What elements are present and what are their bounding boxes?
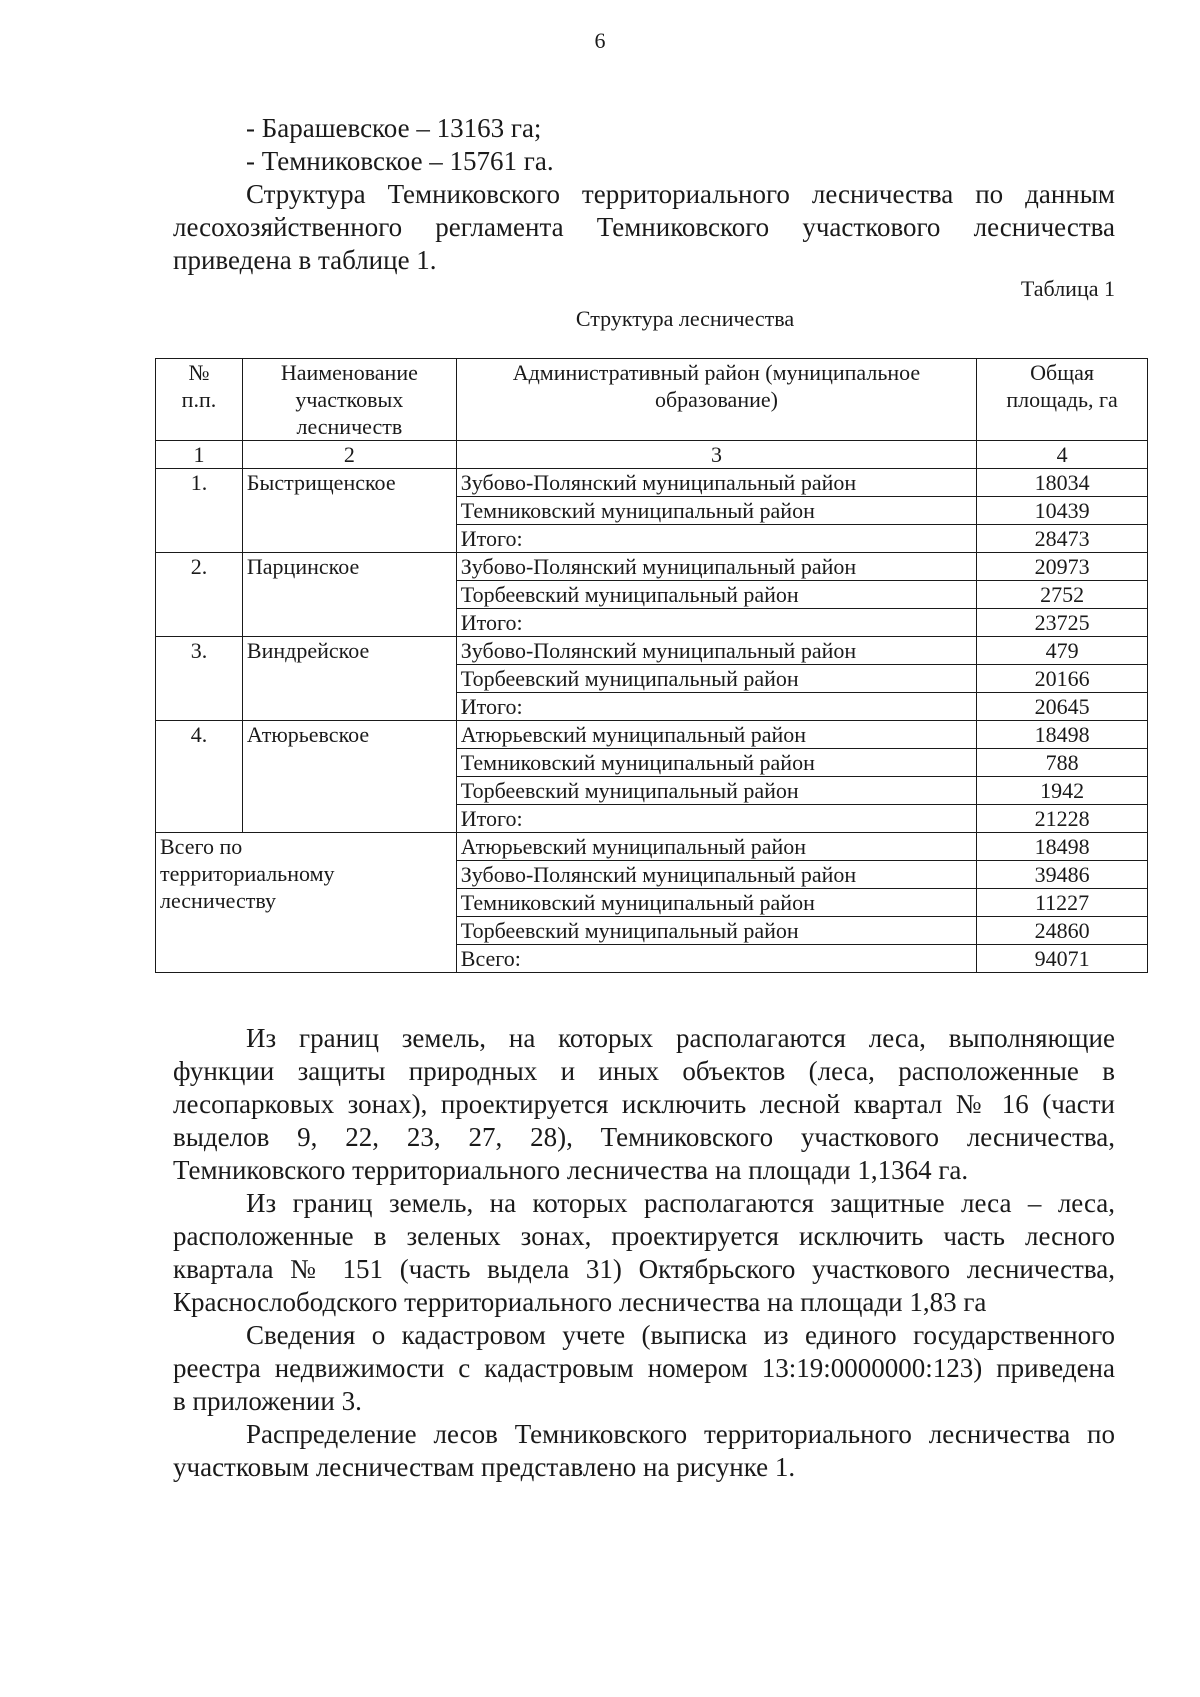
district-cell: Всего: — [456, 945, 976, 973]
area-cell: 20973 — [977, 553, 1148, 581]
list-item-barashevskoe: - Барашевское – 13163 га; — [246, 113, 542, 143]
area-cell: 20645 — [977, 693, 1148, 721]
area-cell: 20166 — [977, 665, 1148, 693]
total-label-line: территориальному — [160, 861, 335, 886]
forestry-name: Парцинское — [242, 553, 456, 637]
district-cell: Зубово-Полянский муниципальный район — [456, 469, 976, 497]
column-number-row — [156, 441, 1148, 469]
district-cell: Зубово-Полянский муниципальный район — [456, 637, 976, 665]
district-cell: Темниковский муниципальный район — [456, 497, 976, 525]
paragraph-cadastre: Сведения о кадастровом учете (выписка из единого государственного реестра недвижимости с кадастровым номером 13:19:0000000:123) приведена в приложении 3. — [173, 1320, 1115, 1416]
district-cell: Торбеевский муниципальный район — [456, 665, 976, 693]
table-row — [156, 469, 1148, 497]
forestry-name: Быстрищенское — [242, 469, 456, 553]
district-cell: Торбеевский муниципальный район — [456, 777, 976, 805]
forest-structure-table — [155, 358, 1148, 973]
district-cell: Зубово-Полянский муниципальный район — [456, 861, 976, 889]
header-district: Административный район (муниципальное образование) — [456, 359, 976, 441]
paragraph-distribution: Распределение лесов Темниковского территориального лесничества по участковым лесничествам представлено на рисунке 1. — [173, 1419, 1115, 1482]
district-cell: Итого: — [456, 609, 976, 637]
district-cell: Итого: — [456, 693, 976, 721]
area-cell: 479 — [977, 637, 1148, 665]
column-number: 3 — [456, 441, 976, 469]
area-cell: 23725 — [977, 609, 1148, 637]
column-number: 4 — [977, 441, 1148, 469]
area-cell: 18498 — [977, 721, 1148, 749]
header-name: Наименование участковых лесничеств — [242, 359, 456, 441]
area-cell: 28473 — [977, 525, 1148, 553]
district-cell: Итого: — [456, 805, 976, 833]
district-cell: Атюрьевский муниципальный район — [456, 721, 976, 749]
area-cell: 788 — [977, 749, 1148, 777]
row-number: 1. — [156, 469, 243, 553]
table-label: Таблица 1 — [1020, 276, 1115, 301]
table-title: Структура лесничества — [575, 306, 795, 331]
district-cell: Торбеевский муниципальный район — [456, 917, 976, 945]
area-cell: 11227 — [977, 889, 1148, 917]
column-number: 2 — [242, 441, 456, 469]
area-cell: 39486 — [977, 861, 1148, 889]
district-cell: Атюрьевский муниципальный район — [456, 833, 976, 861]
area-cell: 10439 — [977, 497, 1148, 525]
forestry-name: Атюрьевское — [242, 721, 456, 833]
row-number: 2. — [156, 553, 243, 637]
paragraph-line: Структура Темниковского территориального лесничества по данным — [246, 179, 1115, 209]
list-item-temnikovskoe: - Темниковское – 15761 га. — [246, 146, 554, 176]
header-num: № п.п. — [156, 359, 243, 441]
column-number: 1 — [156, 441, 243, 469]
total-row — [156, 833, 1148, 861]
area-cell: 21228 — [977, 805, 1148, 833]
page-number: 6 — [594, 28, 606, 53]
area-cell: 94071 — [977, 945, 1148, 973]
area-cell: 18034 — [977, 469, 1148, 497]
area-cell: 24860 — [977, 917, 1148, 945]
district-cell: Зубово-Полянский муниципальный район — [456, 553, 976, 581]
district-cell: Темниковский муниципальный район — [456, 889, 976, 917]
header-area: Общая площадь, га — [977, 359, 1148, 441]
table-row — [156, 637, 1148, 665]
area-cell: 2752 — [977, 581, 1148, 609]
area-cell: 1942 — [977, 777, 1148, 805]
intro-block — [173, 112, 1115, 277]
paragraph-green-zones: Из границ земель, на которых располагаются защитные леса – леса, расположенные в зеленых зонах, проектируется исключить часть лесного квартала № 151 (часть выдела 31) Октябрьского участкового лесничества, Краснослободского территориального лесничества на площади 1,83 га — [173, 1188, 1115, 1317]
total-label-line: Всего по — [160, 834, 243, 859]
total-label — [156, 833, 457, 973]
table-row — [156, 553, 1148, 581]
district-cell: Темниковский муниципальный район — [456, 749, 976, 777]
total-label-line: лесничеству — [160, 888, 276, 913]
district-cell: Торбеевский муниципальный район — [456, 581, 976, 609]
forestry-name: Виндрейское — [242, 637, 456, 721]
paragraph-line: лесохозяйственного регламента Темниковского участкового лесничества — [173, 212, 1115, 242]
row-number: 4. — [156, 721, 243, 833]
paragraph-line: приведена в таблице 1. — [173, 245, 437, 275]
body-text — [173, 1022, 1115, 1484]
table-row — [156, 721, 1148, 749]
row-number: 3. — [156, 637, 243, 721]
table-header-row — [156, 359, 1148, 441]
district-cell: Итого: — [456, 525, 976, 553]
area-cell: 18498 — [977, 833, 1148, 861]
paragraph-protective: Из границ земель, на которых располагаются леса, выполняющие функции защиты природных и иных объектов (леса, расположенные в лесопарковых зонах), проектируется исключить лесной квартал № 16 (части выделов 9, 22, 23, 27, 28), Темниковского участкового лесничества, Темниковского территориального лесничества на площади 1,1364 га. — [173, 1023, 1115, 1185]
